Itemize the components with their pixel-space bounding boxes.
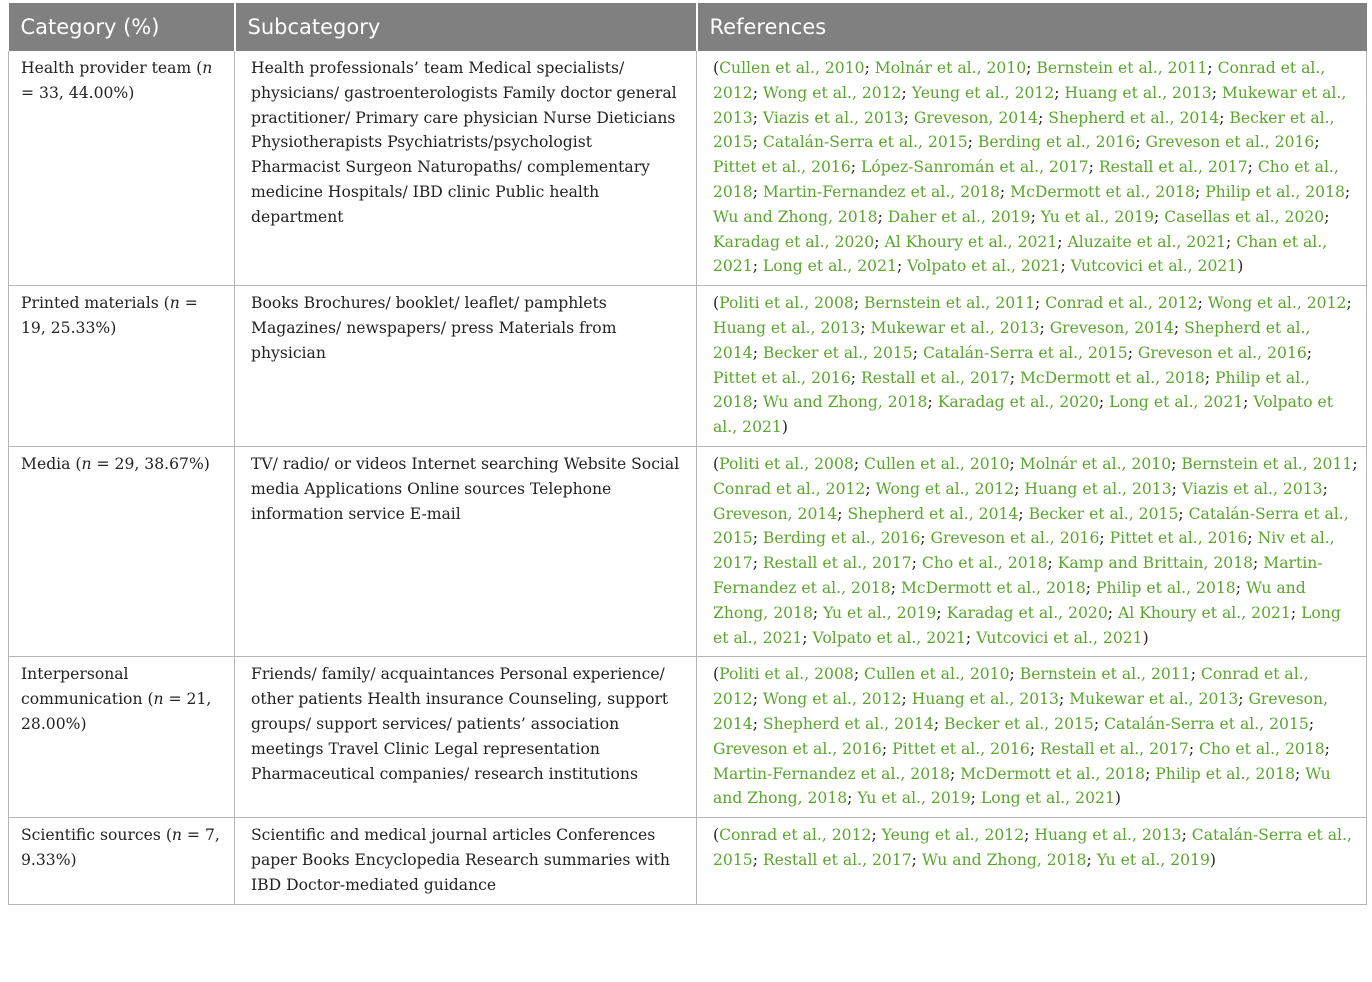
- reference-link[interactable]: Yu et al., 2019: [1096, 850, 1210, 869]
- reference-link[interactable]: Wu and Zhong, 2018: [713, 764, 1331, 808]
- reference-link[interactable]: Cullen et al., 2010: [864, 454, 1010, 473]
- reference-link[interactable]: Catalán-Serra et al., 2015: [922, 343, 1128, 362]
- reference-link[interactable]: Politi et al., 2008: [719, 665, 854, 684]
- reference-link[interactable]: Shepherd et al., 2014: [1048, 108, 1220, 127]
- reference-link[interactable]: Bernstein et al., 2011: [1019, 665, 1191, 684]
- reference-link[interactable]: Berding et al., 2016: [977, 133, 1136, 152]
- reference-link[interactable]: Martin-Fernandez et al., 2018: [713, 554, 1323, 597]
- category-n-symbol: n: [153, 690, 164, 709]
- reference-link[interactable]: Cho et al., 2018: [921, 554, 1048, 573]
- category-count: = 7, 9.33%): [21, 826, 220, 869]
- references-cell: (Cullen et al., 2010; Molnár et al., 2010; Bernstein et al., 2011; Conrad et al., 2012; Wong et al., 2012; Yeung et al., 2012; Huang et al., 2013; Mukewar et al., 2013; Viazis et al., 2013; Greveson, 2014; Shepherd et al., 2014; Becker et al., 2015; Catalán-Serra et al., 2015; Berding et al., 2016; Greveson et al., 2016; Pittet et al., 2016; López-Sanromán et al., 2017; Restall et al., 2017; Cho et al., 2018; Martin-Fernandez et al., 2018; McDermott et al., 2018; Philip et al., 2018; Wu and Zhong, 2018; Daher et al., 2019; Yu et al., 2019; Casellas et al., 2020; Karadag et al., 2020; Al Khoury et al., 2021; Aluzaite et al., 2021; Chan et al., 2021; Long et al., 2021; Volpato et al., 2021; Vutcovici et al., 2021): [697, 51, 1367, 286]
- reference-link[interactable]: Casellas et al., 2020: [1164, 207, 1325, 226]
- reference-link[interactable]: Niv et al., 2017: [713, 529, 1335, 573]
- reference-link[interactable]: Long et al., 2021: [980, 789, 1115, 808]
- reference-link[interactable]: Wu and Zhong, 2018: [921, 850, 1087, 869]
- table-row: [9, 446, 1367, 656]
- category-n-symbol: n: [202, 59, 213, 77]
- reference-link[interactable]: Mukewar et al., 2013: [713, 83, 1347, 127]
- reference-link[interactable]: Long et al., 2021: [762, 257, 897, 276]
- reference-link[interactable]: Philip et al., 2018: [1096, 578, 1236, 597]
- reference-link[interactable]: Greveson, 2014: [1049, 318, 1174, 337]
- subcategory-cell: TV/ radio/ or videos Internet searching Website Social media Applications Online sources Telephone information service E-mail: [235, 446, 697, 656]
- category-name: Printed materials: [21, 294, 159, 313]
- category-n-symbol: n: [169, 294, 180, 313]
- reference-link[interactable]: Restall et al., 2017: [762, 554, 912, 573]
- reference-link[interactable]: Volpato et al., 2021: [907, 257, 1061, 276]
- reference-link[interactable]: McDermott et al., 2018: [1019, 368, 1205, 387]
- category-table: [8, 3, 1367, 905]
- reference-link[interactable]: Philip et al., 2018: [713, 368, 1311, 412]
- category-count: = 33, 44.00%): [21, 83, 135, 102]
- table-row: [9, 818, 1367, 904]
- reference-link[interactable]: Conrad et al., 2012: [1045, 294, 1198, 313]
- reference-link[interactable]: Greveson, 2014: [913, 108, 1039, 127]
- reference-link[interactable]: Greveson, 2014: [713, 504, 838, 523]
- reference-link[interactable]: Yu et al., 2019: [823, 603, 937, 622]
- reference-link[interactable]: McDermott et al., 2018: [1010, 182, 1195, 201]
- reference-link[interactable]: Catalán-Serra et al., 2015: [762, 133, 968, 152]
- subcategory-cell: Scientific and medical journal articles Conferences paper Books Encyclopedia Research summaries with IBD Doctor-mediated guidance: [235, 818, 697, 904]
- reference-link[interactable]: Restall et al., 2017: [1040, 739, 1189, 758]
- reference-link[interactable]: Pittet et al., 2016: [713, 158, 851, 177]
- category-name: Interpersonal communication: [21, 665, 143, 709]
- reference-link[interactable]: Cullen et al., 2010: [864, 665, 1010, 684]
- reference-link[interactable]: Wong et al., 2012: [762, 690, 902, 709]
- reference-link[interactable]: Philip et al., 2018: [1155, 764, 1296, 783]
- reference-link[interactable]: Huang et al., 2013: [1024, 479, 1172, 498]
- reference-link[interactable]: Greveson et al., 2016: [713, 739, 882, 758]
- reference-link[interactable]: Catalán-Serra et al., 2015: [1104, 714, 1309, 733]
- reference-link[interactable]: Mukewar et al., 2013: [870, 318, 1040, 337]
- reference-link[interactable]: Long et al., 2021: [1109, 393, 1244, 412]
- reference-link[interactable]: Bernstein et al., 2011: [1036, 59, 1208, 77]
- reference-link[interactable]: Vutcovici et al., 2021: [1070, 257, 1238, 276]
- reference-link[interactable]: Bernstein et al., 2011: [864, 294, 1036, 313]
- reference-link[interactable]: Wong et al., 2012: [1207, 294, 1347, 313]
- header-subcategory: Subcategory: [235, 3, 697, 51]
- category-name: Health provider team: [21, 59, 192, 77]
- reference-link[interactable]: McDermott et al., 2018: [960, 764, 1146, 783]
- subcategory-cell: Health professionals’ team Medical specialists/ physicians/ gastroenterologists Family doctor general practitioner/ Primary care physician Nurse Dieticians Physiotherapists Psychiatrists/psychologist Pharmacist Surgeon Naturopaths/ complementary medicine Hospitals/ IBD clinic Public health department: [235, 51, 697, 286]
- category-cell: Interpersonal communication (n = 21, 28.00%): [9, 657, 235, 818]
- reference-link[interactable]: Greveson et al., 2016: [930, 529, 1100, 548]
- reference-link[interactable]: Huang et al., 2013: [1034, 826, 1182, 845]
- reference-link[interactable]: Bernstein et al., 2011: [1181, 454, 1353, 473]
- category-cell: Media (n = 29, 38.67%): [9, 446, 235, 656]
- references-cell: (Politi et al., 2008; Cullen et al., 2010; Molnár et al., 2010; Bernstein et al., 2011; Conrad et al., 2012; Wong et al., 2012; Huang et al., 2013; Viazis et al., 2013; Greveson, 2014; Shepherd et al., 2014; Becker et al., 2015; Catalán-Serra et al., 2015; Berding et al., 2016; Greveson et al., 2016; Pittet et al., 2016; Niv et al., 2017; Restall et al., 2017; Cho et al., 2018; Kamp and Brittain, 2018; Martin-Fernandez et al., 2018; McDermott et al., 2018; Philip et al., 2018; Wu and Zhong, 2018; Yu et al., 2019; Karadag et al., 2020; Al Khoury et al., 2021; Long et al., 2021; Volpato et al., 2021; Vutcovici et al., 2021): [697, 446, 1367, 656]
- reference-link[interactable]: Conrad et al., 2012: [719, 826, 872, 845]
- category-count: = 29, 38.67%): [91, 454, 210, 473]
- reference-link[interactable]: Becker et al., 2015: [713, 108, 1335, 152]
- header-category: Category (%): [9, 3, 235, 51]
- reference-link[interactable]: Cho et al., 2018: [1199, 739, 1325, 758]
- reference-link[interactable]: Conrad et al., 2012: [713, 59, 1326, 102]
- reference-link[interactable]: Karadag et al., 2020: [946, 603, 1108, 622]
- reference-link[interactable]: López-Sanromán et al., 2017: [860, 158, 1089, 177]
- reference-link[interactable]: Martin-Fernandez et al., 2018: [762, 182, 1000, 201]
- reference-link[interactable]: Daher et al., 2019: [887, 207, 1031, 226]
- reference-link[interactable]: Catalán-Serra et al., 2015: [713, 504, 1349, 548]
- reference-link[interactable]: Volpato et al., 2021: [812, 628, 966, 647]
- reference-link[interactable]: Yeung et al., 2012: [881, 826, 1025, 845]
- reference-link[interactable]: Karadag et al., 2020: [937, 393, 1099, 412]
- category-n-symbol: n: [171, 826, 182, 845]
- header-references: References: [697, 3, 1367, 51]
- reference-link[interactable]: Conrad et al., 2012: [713, 479, 866, 498]
- reference-link[interactable]: Yu et al., 2019: [1040, 207, 1155, 226]
- reference-link[interactable]: Becker et al., 2015: [944, 714, 1094, 733]
- reference-link[interactable]: Shepherd et al., 2014: [713, 318, 1311, 362]
- category-n-symbol: n: [81, 454, 92, 473]
- subcategory-cell: Friends/ family/ acquaintances Personal experience/ other patients Health insurance Counseling, support groups/ support services/ patients’ association meetings Travel Clinic Legal representation Pharmaceutical companies/ research institutions: [235, 657, 697, 818]
- reference-link[interactable]: Yu et al., 2019: [857, 789, 971, 808]
- reference-link[interactable]: Restall et al., 2017: [762, 850, 912, 869]
- reference-link[interactable]: Catalán-Serra et al., 2015: [713, 826, 1352, 869]
- reference-link[interactable]: Politi et al., 2008: [719, 454, 854, 473]
- reference-link[interactable]: Cho et al., 2018: [713, 158, 1339, 201]
- subcategory-cell: Books Brochures/ booklet/ leaflet/ pamphlets Magazines/ newspapers/ press Materials from physician: [235, 286, 697, 447]
- reference-link[interactable]: Huang et al., 2013: [713, 318, 861, 337]
- table-row: [9, 51, 1367, 286]
- reference-link[interactable]: Al Khoury et al., 2021: [884, 232, 1058, 251]
- references-cell: (Conrad et al., 2012; Yeung et al., 2012; Huang et al., 2013; Catalán-Serra et al., 2015; Restall et al., 2017; Wu and Zhong, 2018; Yu et al., 2019): [697, 818, 1367, 904]
- reference-link[interactable]: Philip et al., 2018: [1205, 182, 1345, 201]
- category-name: Media: [21, 454, 71, 473]
- reference-link[interactable]: Becker et al., 2015: [762, 343, 913, 362]
- reference-link[interactable]: Pittet et al., 2016: [713, 368, 851, 387]
- reference-link[interactable]: Politi et al., 2008: [719, 294, 854, 313]
- reference-link[interactable]: Viazis et al., 2013: [1181, 479, 1323, 498]
- reference-link[interactable]: Cullen et al., 2010: [719, 59, 865, 77]
- reference-link[interactable]: Karadag et al., 2020: [713, 232, 875, 251]
- reference-link[interactable]: Greveson et al., 2016: [1145, 133, 1315, 152]
- reference-link[interactable]: Yeung et al., 2012: [911, 83, 1055, 102]
- category-count: = 19, 25.33%): [21, 294, 198, 337]
- reference-link[interactable]: Vutcovici et al., 2021: [976, 628, 1143, 647]
- reference-link[interactable]: Volpato et al., 2021: [713, 393, 1333, 437]
- reference-link[interactable]: Huang et al., 2013: [911, 690, 1059, 709]
- reference-link[interactable]: Restall et al., 2017: [1098, 158, 1248, 177]
- reference-link[interactable]: Greveson et al., 2016: [1137, 343, 1307, 362]
- reference-link[interactable]: Becker et al., 2015: [1028, 504, 1179, 523]
- reference-link[interactable]: Shepherd et al., 2014: [847, 504, 1019, 523]
- reference-link[interactable]: Restall et al., 2017: [860, 368, 1010, 387]
- category-cell: Printed materials (n = 19, 25.33%): [9, 286, 235, 447]
- reference-link[interactable]: Martin-Fernandez et al., 2018: [713, 764, 950, 783]
- reference-link[interactable]: Wu and Zhong, 2018: [762, 393, 928, 412]
- reference-link[interactable]: Viazis et al., 2013: [762, 108, 904, 127]
- category-cell: Health provider team (n = 33, 44.00%): [9, 51, 235, 286]
- references-cell: (Politi et al., 2008; Cullen et al., 2010; Bernstein et al., 2011; Conrad et al., 2012; Wong et al., 2012; Huang et al., 2013; Mukewar et al., 2013; Greveson, 2014; Shepherd et al., 2014; Becker et al., 2015; Catalán-Serra et al., 2015; Greveson et al., 2016; Pittet et al., 2016; Restall et al., 2017; Cho et al., 2018; Martin-Fernandez et al., 2018; McDermott et al., 2018; Philip et al., 2018; Wu and Zhong, 2018; Yu et al., 2019; Long et al., 2021): [697, 657, 1367, 818]
- reference-link[interactable]: Kamp and Brittain, 2018: [1057, 554, 1254, 573]
- header-row: [9, 3, 1367, 51]
- reference-link[interactable]: Wu and Zhong, 2018: [713, 578, 1306, 622]
- reference-link[interactable]: Shepherd et al., 2014: [762, 714, 934, 733]
- reference-link[interactable]: Pittet et al., 2016: [892, 739, 1030, 758]
- table-row: [9, 286, 1367, 447]
- reference-link[interactable]: Wu and Zhong, 2018: [713, 207, 878, 226]
- reference-link[interactable]: Al Khoury et al., 2021: [1118, 603, 1291, 622]
- reference-link[interactable]: Conrad et al., 2012: [713, 665, 1309, 709]
- reference-link[interactable]: Aluzaite et al., 2021: [1067, 232, 1227, 251]
- reference-link[interactable]: Chan et al., 2021: [713, 232, 1328, 276]
- references-cell: (Politi et al., 2008; Bernstein et al., 2011; Conrad et al., 2012; Wong et al., 2012; Huang et al., 2013; Mukewar et al., 2013; Greveson, 2014; Shepherd et al., 2014; Becker et al., 2015; Catalán-Serra et al., 2015; Greveson et al., 2016; Pittet et al., 2016; Restall et al., 2017; McDermott et al., 2018; Philip et al., 2018; Wu and Zhong, 2018; Karadag et al., 2020; Long et al., 2021; Volpato et al., 2021): [697, 286, 1367, 447]
- category-count: = 21, 28.00%): [21, 690, 212, 733]
- reference-link[interactable]: Mukewar et al., 2013: [1069, 690, 1239, 709]
- category-name: Scientific sources: [21, 826, 161, 845]
- reference-link[interactable]: Berding et al., 2016: [762, 529, 921, 548]
- category-cell: Scientific sources (n = 7, 9.33%): [9, 818, 235, 904]
- reference-link[interactable]: Wong et al., 2012: [762, 83, 902, 102]
- reference-link[interactable]: Molnár et al., 2010: [874, 59, 1027, 77]
- reference-link[interactable]: Greveson, 2014: [713, 690, 1329, 733]
- reference-link[interactable]: McDermott et al., 2018: [900, 578, 1086, 597]
- table-body: [9, 51, 1367, 904]
- reference-link[interactable]: Huang et al., 2013: [1064, 83, 1212, 102]
- table-row: [9, 657, 1367, 818]
- reference-link[interactable]: Wong et al., 2012: [875, 479, 1015, 498]
- reference-link[interactable]: Pittet et al., 2016: [1109, 529, 1248, 548]
- reference-link[interactable]: Molnár et al., 2010: [1019, 454, 1172, 473]
- reference-link[interactable]: Long et al., 2021: [713, 603, 1341, 647]
